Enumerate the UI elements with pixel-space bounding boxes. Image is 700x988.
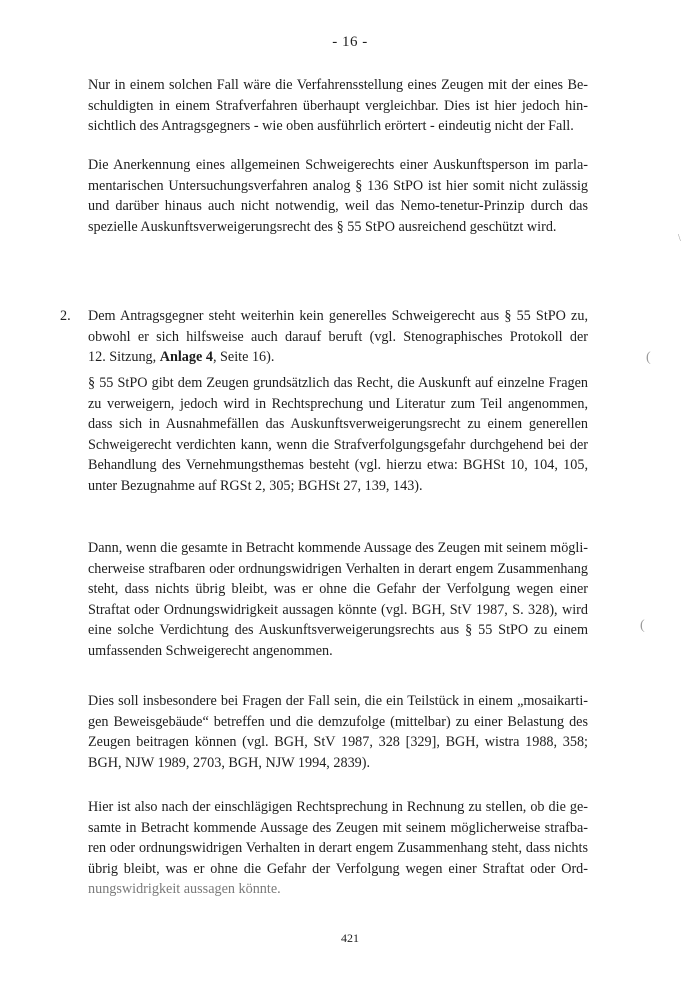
paragraph-7 bbox=[88, 797, 588, 900]
text-line: BGH, NJW 1989, 2703, BGH, NJW 1994, 2839). bbox=[88, 754, 371, 771]
text-line: Zeugen beitragen können (vgl. BGH, StV 1987, 328 [329], BGH, wistra 1988, 358; bbox=[88, 734, 588, 751]
paragraph-6 bbox=[88, 691, 588, 773]
text-line: Hier ist also nach der einschlägigen Rechtsprechung in Rechnung zu stellen, ob die ge- bbox=[88, 799, 588, 815]
text-line: nungswidrigkeit aussagen könnte. bbox=[88, 881, 281, 898]
paragraph-5 bbox=[88, 538, 588, 662]
text-line: Schweigerecht verdichten kann, wenn die Strafverfolgungsgefahr durchgehend bei der bbox=[88, 436, 588, 453]
text-line: steht, dass nichts übrig bleibt, was er ohne die Gefahr der Verfolgung wegen einer bbox=[88, 581, 588, 598]
margin-mark: \ bbox=[678, 233, 681, 244]
text-segment: , Seite 16). bbox=[212, 349, 275, 366]
text-line: Nur in einem solchen Fall wäre die Verfahrensstellung eines Zeugen mit der eines Be- bbox=[88, 77, 588, 93]
text-line: dass sich in Ausnahmefällen das Auskunftsverweigerungsrecht zu einem generellen bbox=[88, 416, 588, 433]
text-line: ren oder ordnungswidrigen Verhalten in derart engem Zusammenhang steht, dass nichts bbox=[88, 840, 588, 857]
text-line: und darüber hinaus auch nicht notwendig, weil das Nemo-tenetur-Prinzip durch das bbox=[88, 198, 588, 215]
text-line: zu verweigern, jedoch wird in Rechtsprechung und Literatur zum Teil angenommen, bbox=[88, 395, 588, 412]
text-line: Behandlung des Vernehmungsthemas besteht (vgl. hierzu etwa: BGHSt 10, 104, 105, bbox=[88, 457, 588, 474]
item-number: 2. bbox=[60, 308, 71, 324]
text-line: übrig bleibt, was er ohne die Gefahr der Verfolgung wegen einer Straftat oder Ord- bbox=[88, 860, 588, 877]
text-line: Straftat oder Ordnungswidrigkeit aussagen könnte (vgl. BGH, StV 1987, S. 328), wird bbox=[88, 601, 588, 618]
paragraph-4 bbox=[88, 373, 588, 497]
text-line: Dann, wenn die gesamte in Betracht kommende Aussage des Zeugen mit seinem mögli- bbox=[88, 540, 588, 556]
text-segment: 12. Sitzung, bbox=[88, 349, 160, 366]
paragraph-3 bbox=[88, 306, 588, 368]
text-line: umfassenden Schweigerecht angenommen. bbox=[88, 642, 333, 659]
text-line: unter Bezugnahme auf RGSt 2, 305; BGHSt 27, 139, 143). bbox=[88, 477, 423, 494]
text-line: samte in Betracht kommende Aussage des Zeugen mit seinem möglicherweise strafba- bbox=[88, 819, 588, 836]
paragraph-2 bbox=[88, 155, 588, 237]
margin-mark: ( bbox=[640, 618, 645, 633]
text-line: schuldigten in einem Strafverfahren überhaupt vergleichbar. Dies ist hier jedoch hin- bbox=[88, 97, 588, 114]
text-line: cherweise strafbaren oder ordnungswidrigen Verhalten in derart engem Zusammenhang bbox=[88, 560, 588, 577]
page-number: - 16 - bbox=[332, 34, 368, 50]
annex-reference: Anlage 4 bbox=[159, 349, 213, 366]
text-line: § 55 StPO gibt dem Zeugen grundsätzlich das Recht, die Auskunft auf einzelne Fragen bbox=[88, 375, 588, 391]
text-line: Dies soll insbesondere bei Fragen der Fall sein, die ein Teilstück in einem „mosaikarti- bbox=[88, 693, 588, 709]
text-line: Dem Antragsgegner steht weiterhin kein generelles Schweigerecht aus § 55 StPO zu, bbox=[88, 308, 588, 324]
text-line: obwohl er sich hilfsweise auch darauf beruft (vgl. Stenographisches Protokoll der bbox=[88, 328, 588, 345]
text-line: gen Beweisgebäude“ betreffen und die demzufolge (mittelbar) zu einer Belastung des bbox=[88, 713, 588, 730]
margin-mark: ( bbox=[646, 350, 651, 365]
text-line: Die Anerkennung eines allgemeinen Schweigerechts einer Auskunftsperson im parla- bbox=[88, 157, 588, 173]
text-line bbox=[88, 347, 588, 368]
text-line: eine solche Verdichtung des Auskunftsverweigerungsrechts aus § 55 StPO zu einem bbox=[88, 622, 588, 639]
text-line: spezielle Auskunftsverweigerungsrecht des § 55 StPO ausreichend geschützt wird. bbox=[88, 218, 557, 235]
text-line: mentarischen Untersuchungsverfahren analog § 136 StPO ist hier somit nicht zulässig bbox=[88, 177, 588, 194]
text-line: sichtlich des Antragsgegners - wie oben ausführlich erörtert - eindeutig nicht der Fall. bbox=[88, 118, 574, 135]
footer-page-number: 421 bbox=[341, 931, 359, 945]
paragraph-1 bbox=[88, 75, 588, 137]
